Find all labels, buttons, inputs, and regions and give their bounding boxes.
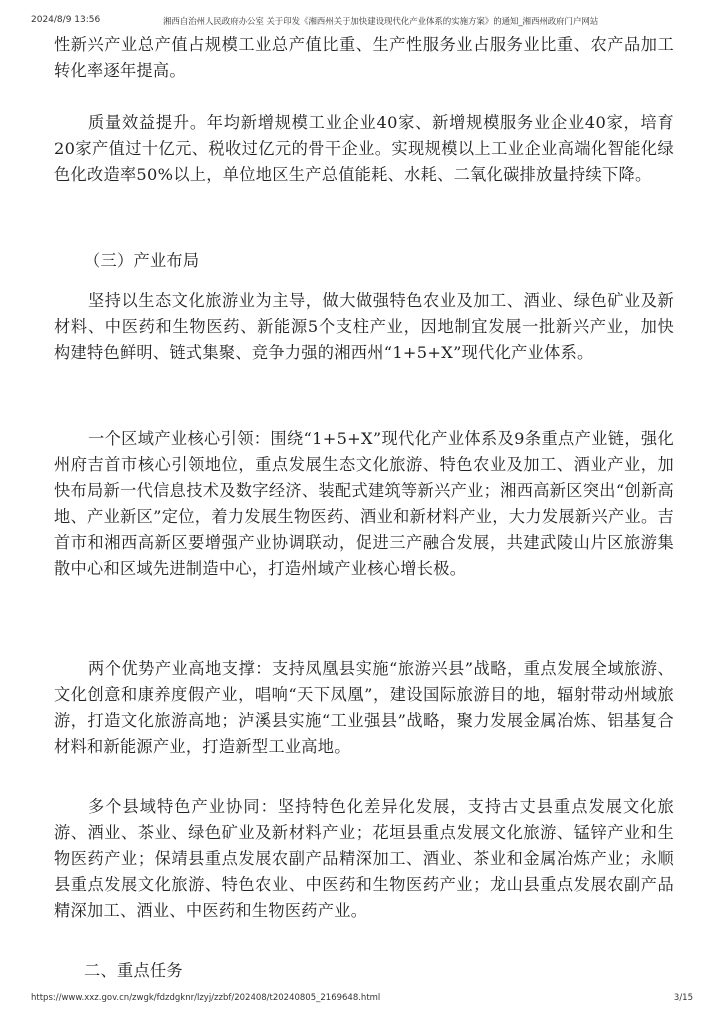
print-header (0, 15, 724, 29)
section-heading: 二、重点任务 (84, 961, 183, 980)
paragraph: 性新兴产业总产值占规模工业总产值比重、生产性服务业占服务业比重、农产品加工转化率逐年提高。 (54, 35, 674, 80)
paragraph: 质量效益提升。年均新增规模工业企业40家、新增规模服务业企业40家，培育20家产值过十亿元、税收过亿元的骨干企业。实现规模以上工业企业高端化智能化绿色化改造率50%以上，单位地区生产总值能耗、水耗、二氧化碳排放量持续下降。 (54, 113, 674, 184)
print-footer (0, 993, 724, 1007)
paragraph: 两个优势产业高地支撑：支持凤凰县实施“旅游兴县”战略，重点发展全域旅游、文化创意和康养度假产业，唱响“天下凤凰”，建设国际旅游目的地，辐射带动州域旅游，打造文化旅游高地；泸溪县实施“工业强县”战略，聚力发展金属冶炼、铝基复合材料和新能源产业，打造新型工业高地。 (54, 659, 674, 756)
print-datetime: 2024/8/9 13:56 (31, 15, 101, 25)
page-url: https://www.xxz.gov.cn/zwgk/fdzdgknr/lzyj/zzbf/202408/t20240805_2169648.html (31, 993, 381, 1003)
paragraph: 一个区域产业核心引领：围绕“1+5+X”现代化产业体系及9条重点产业链，强化州府吉首市核心引领地位，重点发展生态文化旅游、特色农业及加工、酒业产业，加快布局新一代信息技术及数字经济、装配式建筑等新兴产业；湘西高新区突出“创新高地、产业新区”定位，着力发展生物医药、酒业和新材料产业，大力发展新兴产业。吉首市和湘西高新区要增强产业协调联动，促进三产融合发展，共建武陵山片区旅游集散中心和区域先进制造中心，打造州域产业核心增长极。 (54, 429, 674, 578)
page-title: 湘西自治州人民政府办公室 关于印发《湘西州关于加快建设现代化产业体系的实施方案》的通知_湘西州政府门户网站 (163, 17, 599, 27)
section-heading: （三）产业布局 (84, 251, 200, 270)
paragraph: 坚持以生态文化旅游业为主导，做大做强特色农业及加工、酒业、绿色矿业及新材料、中医药和生物医药、新能源5个支柱产业，因地制宜发展一批新兴产业，加快构建特色鲜明、链式集聚、竞争力强的湘西州“1+5+X”现代化产业体系。 (54, 291, 674, 362)
page-number: 3/15 (673, 993, 693, 1003)
paragraph: 多个县域特色产业协同：坚持特色化差异化发展，支持古丈县重点发展文化旅游、酒业、茶业、绿色矿业及新材料产业；花垣县重点发展文化旅游、锰锌产业和生物医药产业；保靖县重点发展农副产品精深加工、酒业、茶业和金属冶炼产业；永顺县重点发展文化旅游、特色农业、中医药和生物医药产业；龙山县重点发展农副产品精深加工、酒业、中医药和生物医药产业。 (54, 797, 674, 920)
